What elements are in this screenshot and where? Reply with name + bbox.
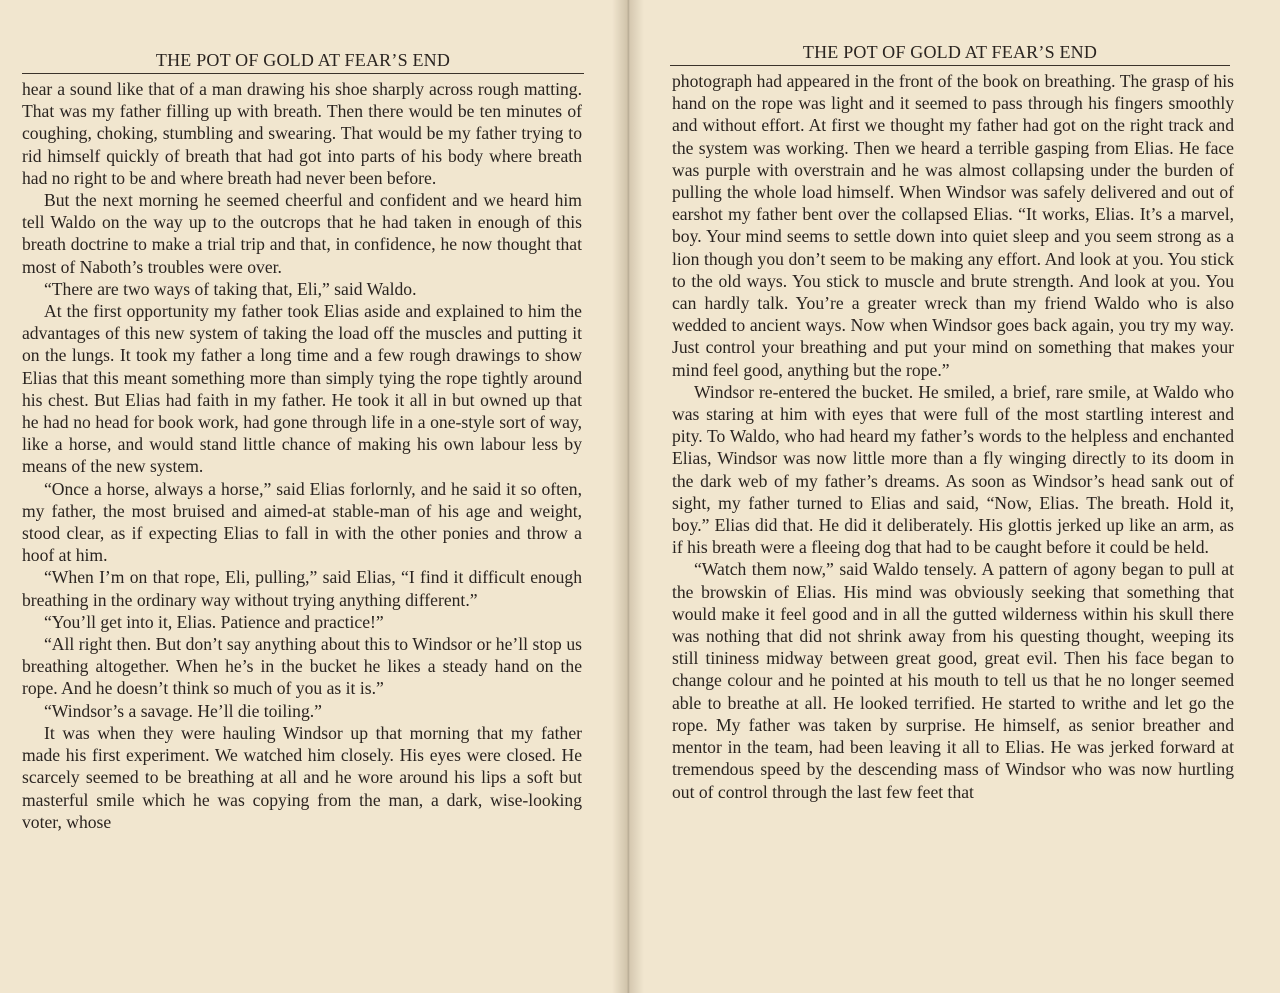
- right-page: [628, 0, 1280, 993]
- paragraph: It was when they were hauling Windsor up that morning that my father made his first experiment. We watched him closely. His eyes were closed. He scarcely seemed to be breathing at all and he wore around his lips a soft but masterful smile which he was copying from the man, a dark, wise-looking voter, whose: [22, 722, 582, 832]
- paragraph: “There are two ways of taking that, Eli,” said Waldo.: [44, 278, 417, 299]
- left-running-head: THE POT OF GOLD AT FEAR’S END: [22, 50, 584, 74]
- paragraph: hear a sound like that of a man drawing his shoe sharply across rough matting. That was my father filling up with breath. Then there would be ten minutes of coughing, choking, stumbling and swearing. That would be my father trying to rid himself quickly of breath that had got into parts of his body where breath had no right to be and where breath had never been before.: [22, 79, 582, 188]
- paragraph: photograph had appeared in the front of the book on breathing. The grasp of his hand on the rope was light and it seemed to pass through his fingers smoothly and without effort. At first we thought my father had got on the right track and the system was working. Then we heard a terrible gasping from Elias. He face was purple with overstrain and he was almost collapsing under the burden of pulling the whole load himself. When Windsor was safely delivered and out of earshot my father bent over the collapsed Elias. “It works, Elias. It’s a marvel, boy. Your mind seems to settle down into quiet sleep and you seem strong as a lion though you don’t seem to be making any effort. And look at you. You stick to the old ways. You stick to muscle and brute strength. And look at you. You can hardly talk. You’re a greater wreck than my friend Waldo who is also wedded to ancient ways. Now when Windsor goes back again, you try my way. Just control your breathing and put your mind on something that makes your mind feel good, anything but the rope.”: [672, 71, 1234, 380]
- left-page: [0, 0, 628, 993]
- paragraph: “Windsor’s a savage. He’ll die toiling.”: [44, 700, 322, 721]
- paragraph: “Watch them now,” said Waldo tensely. A pattern of agony began to pull at the browskin of Elias. His mind was obviously seeking that something that would make it feel good and in all the gutted wilderness within his skull there was nothing that did not shrink away from his questing thought, weeping its still tininess midway between great good, great evil. Then his face began to change colour and he pointed at his mouth to tell us that he no longer seemed able to breathe at all. He looked terrified. He started to writhe and let go the rope. My father was taken by surprise. He himself, as senior breather and mentor in the team, had been leaving it all to Elias. He was jerked forward at tremendous speed by the descending mass of Windsor who was now hurtling out of control through the last few feet that: [672, 559, 1234, 802]
- paragraph: “All right then. But don’t say anything about this to Windsor or he’ll stop us breathing altogether. When he’s in the bucket he likes a steady hand on the rope. And he doesn’t think so much of you as it is.”: [22, 634, 582, 699]
- paragraph: At the first opportunity my father took Elias aside and explained to him the advantages of this new system of taking the load off the muscles and putting it on the lungs. It took my father a long time and a few rough drawings to show Elias that this meant something more than simply tying the rope tightly around his chest. But Elias had faith in my father. He took it all in but owned up that he had no head for book work, had gone through life in a one-style sort of way, like a horse, and would stand little chance of making his own labour less by means of the new system.: [22, 301, 582, 477]
- paragraph: Windsor re-entered the bucket. He smiled, a brief, rare smile, at Waldo who was staring at him with eyes that were full of the most startling interest and pity. To Waldo, who had heard my father’s words to the helpless and enchanted Elias, Windsor was now little more than a fly winging directly to its doom in the dark web of my father’s dreams. As soon as Windsor’s head sank out of sight, my father turned to Elias and said, “Now, Elias. The breath. Hold it, boy.” Elias did that. He did it deliberately. His glottis jerked up like an arm, as if his breath were a fleeing dog that had to be caught before it could be held.: [672, 381, 1234, 558]
- paragraph: “Once a horse, always a horse,” said Elias forlornly, and he said it so often, my father, the most bruised and aimed-at stable-man of his age and weight, stood clear, as if expecting Elias to fall in with the other ponies and throw a hoof at him.: [22, 478, 582, 566]
- right-running-head: THE POT OF GOLD AT FEAR’S END: [670, 42, 1230, 66]
- book-gutter: [612, 0, 644, 993]
- paragraph: “You’ll get into it, Elias. Patience and practice!”: [44, 611, 384, 632]
- paragraph: But the next morning he seemed cheerful and confident and we heard him tell Waldo on the way up to the outcrops that he had taken in enough of this breath doctrine to make a trial trip and that, in confidence, he now thought that most of Naboth’s troubles were over.: [22, 190, 582, 277]
- left-page-text: [22, 78, 582, 833]
- right-page-text: [672, 70, 1234, 803]
- paragraph: “When I’m on that rope, Eli, pulling,” said Elias, “I find it difficult enough breathing in the ordinary way without trying anything different.”: [22, 567, 582, 610]
